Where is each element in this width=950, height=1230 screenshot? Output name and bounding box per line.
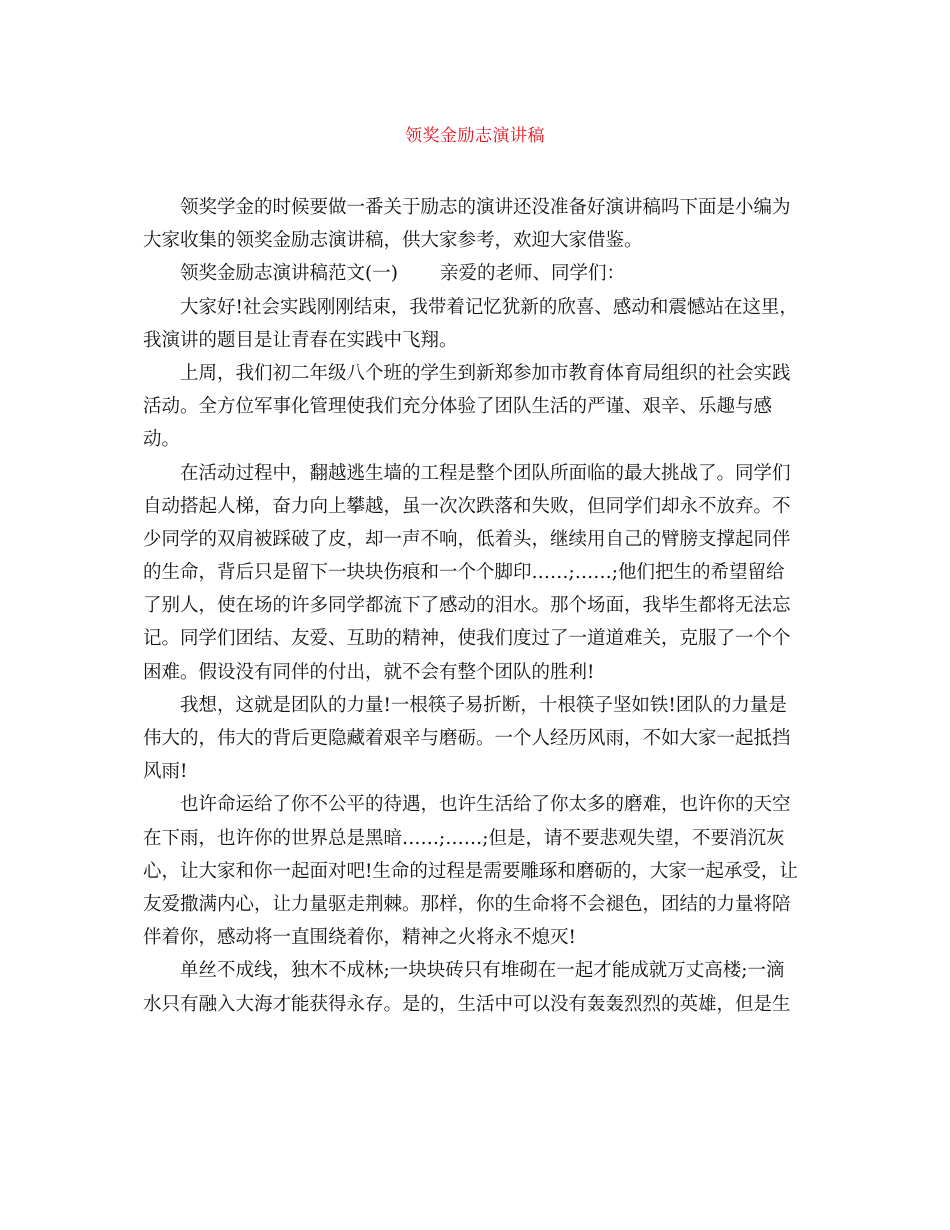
text-line: 的生命，背后只是留下一块块伤痕和一个个脚印……;……;他们把生的希望留给 xyxy=(143,562,785,584)
text-line: 单丝不成线，独木不成林;一块块砖只有堆砌在一起才能成就万丈高楼;一滴 xyxy=(180,960,785,982)
section-heading: 领奖金励志演讲稿范文(一) xyxy=(180,263,398,285)
text-line: 在下雨，也许你的世界总是黑暗……;……;但是，请不要悲观失望，不要消沉灰 xyxy=(143,827,785,849)
document-body xyxy=(143,191,805,1021)
salutation: 亲爱的老师、同学们： xyxy=(439,263,625,285)
text-line: 我想，这就是团队的力量!一根筷子易折断，十根筷子坚如铁!团队的力量是 xyxy=(180,694,787,716)
text-line: 我演讲的题目是让青春在实践中飞翔。 xyxy=(143,329,458,351)
text-line: 大家好!社会实践刚刚结束，我带着记忆犹新的欣喜、感动和震憾站在这里， xyxy=(180,296,798,318)
text-line: 自动搭起人梯，奋力向上攀越，虽一次次跌落和失败，但同学们却永不放弃。不 xyxy=(143,495,791,517)
text-line: 活动。全方位军事化管理使我们充分体验了团队生活的严谨、艰辛、乐趣与感 xyxy=(143,396,773,418)
document-title: 领奖金励志演讲稿 xyxy=(405,126,545,146)
text-line: 上周，我们初二年级八个班的学生到新郑参加市教育体育局组织的社会实践 xyxy=(180,362,791,384)
text-line: 水只有融入大海才能获得永存。是的，生活中可以没有轰轰烈烈的英雄，但是生 xyxy=(143,993,791,1015)
text-line: 友爱撒满内心，让力量驱走荆棘。那样，你的生命将不会褪色，团结的力量将陪 xyxy=(143,893,791,915)
text-line: 风雨! xyxy=(143,761,188,783)
text-line: 记。同学们团结、友爱、互助的精神，使我们度过了一道道难关，克服了一个个 xyxy=(143,628,791,650)
text-line: 心，让大家和你一起面对吧!生命的过程是需要雕琢和磨砺的，大家一起承受，让 xyxy=(143,860,798,882)
text-line: 动。 xyxy=(143,429,181,451)
text-line: 在活动过程中，翻越逃生墙的工程是整个团队所面临的最大挑战了。同学们 xyxy=(180,462,791,484)
text-line: 少同学的双肩被踩破了皮，却一声不响，低着头，继续用自己的臂膀支撑起同伴 xyxy=(143,528,791,550)
text-line: 伴着你，感动将一直围绕着你，精神之火将永不熄灭! xyxy=(143,927,576,949)
text-line: 也许命运给了你不公平的待遇，也许生活给了你太多的磨难，也许你的天空 xyxy=(180,794,791,816)
text-line: 领奖学金的时候要做一番关于励志的演讲还没准备好演讲稿吗下面是小编为 xyxy=(180,197,791,218)
text-line: 伟大的，伟大的背后更隐藏着艰辛与磨砺。一个人经历风雨，不如大家一起抵挡 xyxy=(143,728,791,749)
text-line: 了别人，使在场的许多同学都流下了感动的泪水。那个场面，我毕生都将无法忘 xyxy=(143,595,791,617)
text-line: 困难。假设没有同伴的付出，就不会有整个团队的胜利! xyxy=(143,661,595,683)
text-line: 大家收集的领奖金励志演讲稿，供大家参考，欢迎大家借鉴。 xyxy=(143,230,643,252)
text-line-heading xyxy=(143,257,805,290)
